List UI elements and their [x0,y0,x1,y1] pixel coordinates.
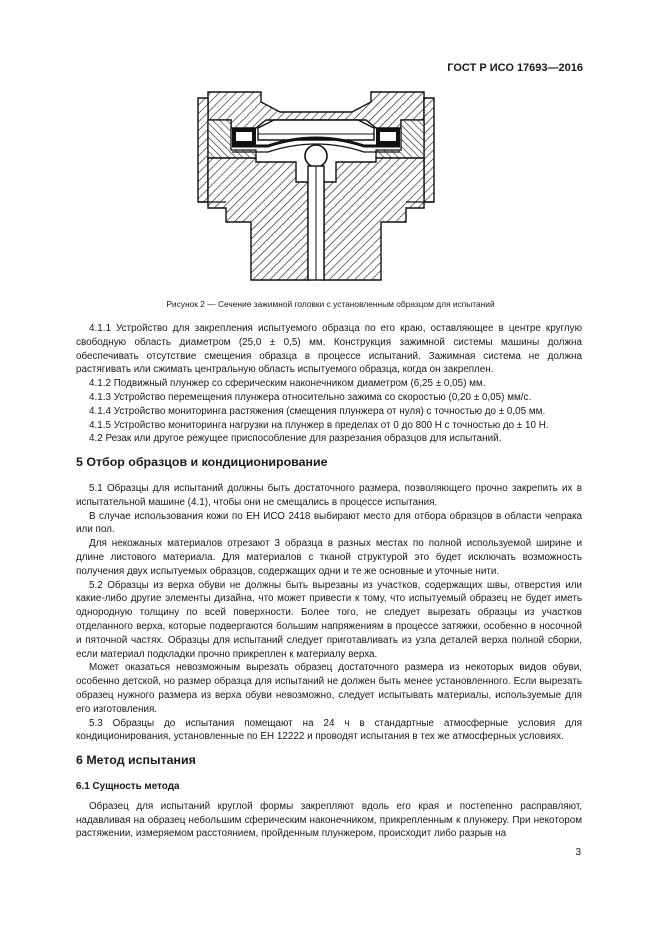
lower-clamp-right [324,158,424,280]
paragraph-5-2: 5.2 Образцы из верха обуви не должны быть вырезаны из участков, содержащих швы, отверстия или какие-либо другие элементы дизайна, что может привести к тому, что испытуемый образец не будет иметь однородную толщину по всей поверхности. Более того, не следует вырезать образцы из участков отделанного верха, которые подвергаются большим напряжениям в процессе затяжки, особенно в носочной и пяточной частях. Образцы для испытаний следует приготавливать из узла деталей верха полной сборки, если материал подкладки прочно прикреплен к материалу верха. [76,579,582,660]
clamp-section-figure [196,90,436,285]
paragraph-5-3: 5.3 Образцы до испытания помещают на 24 ч в стандартные атмосферные условия для кондиционирования, установленные по ЕН 12222 и проводят испытания в тех же атмосферных условиях. [76,717,582,743]
paragraph-5-2-children: Может оказаться невозможным вырезать образец достаточного размера из некоторых видов обуви, особенно детской, но размер образца для испытаний не должен быть менее установленного. Если вырезать образец нужного размера из верха обуви невозможно, следует испытывать материалы, используемые для его изготовления. [76,662,582,715]
paragraph-4-1-4: 4.1.4 Устройство мониторинга растяжения (смещения плунжера от нуля) с точностью до ± 0,05 мм. [89,405,546,417]
clamp-drawing [196,90,436,285]
section-5-heading: 5 Отбор образцов и кондиционирование [76,455,328,470]
body-text [76,322,582,841]
plunger-ball [305,145,327,167]
lower-clamp-left [208,158,308,280]
paragraph-4-2: 4.2 Резак или другое режущее приспособление для разрезания образцов для испытаний. [89,433,502,445]
paragraph-4-1-2: 4.1.2 Подвижный плунжер со сферическим наконечником диаметром (6,25 ± 0,05) мм. [89,378,486,390]
right-housing [424,98,434,202]
figure-caption: Рисунок 2 — Сечение зажимной головки с установленным образцом для испытаний [166,299,495,309]
paragraph-5-1-nonleather: Для некожаных материалов отрезают 3 образца в разных местах по полной используемой ширине и длине листового материала. Для материалов с тканой структурой это будет исключать возможность получения двух испытуемых образцов, содержащих одни и те же основные и уточные нити. [76,538,582,577]
left-housing [198,98,208,202]
paragraph-5-1-leather: В случае использования кожи по ЕН ИСО 2418 выбирают место для отбора образцов в области чепрака или пол. [76,510,582,536]
page-number: 3 [575,847,581,858]
standard-id: ГОСТ Р ИСО 17693—2016 [447,62,583,74]
paragraph-5-1: 5.1 Образцы для испытаний должны быть достаточного размера, позволяющего прочно закрепить их в испытательной машине (4.1), чтобы они не смещались в процессе испытания. [76,482,582,508]
paragraph-6-1: Образец для испытаний круглой формы закрепляют вдоль его края и постепенно расправляют, надавливая на образец небольшим сферическим наконечником, прикрепленным к плунжеру. При некотором растяжении, измеряемом расстоянием, пройденным плунжером, происходит либо разрыв на [76,800,582,840]
paragraph-4-1-3: 4.1.3 Устройство перемещения плунжера относительно зажима со скоростью (0,20 ± 0,05) мм/с. [89,391,532,403]
section-6-heading: 6 Метод испытания [76,753,196,768]
paragraph-4-1-1: 4.1.1 Устройство для закрепления испытуемого образца по его краю, оставляющее в центре круглую свободную область диаметром (25,0 ± 0,5) мм. Конструкция зажимной системы машины должна обеспечивать отсутствие смещения образца в процессе испытаний. Зажимная система не должна растягивать или сжимать центральную область испытуемого образца, когда он закреплен. [76,323,582,376]
paragraph-4-1-5: 4.1.5 Устройство мониторинга нагрузки на плунжер в пределах от 0 до 800 Н с точностью до ± 10 Н. [89,419,549,431]
section-6-1-heading: 6.1 Сущность метода [76,780,180,792]
